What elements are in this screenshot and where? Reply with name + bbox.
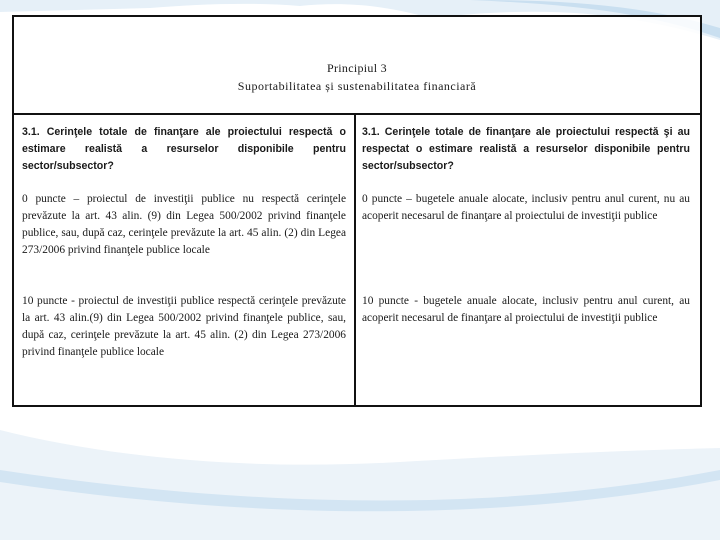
score-0-right: 0 puncte – bugetele anuale alocate, inclusiv pentru anul curent, nu au acoperit necesarul de finanţare al proiectului de investiţii publice: [362, 193, 690, 222]
score-10-right: 10 puncte - bugetele anuale alocate, inclusiv pentru anul curent, au acoperit necesarul de finanţare al proiectului de investiţii publice: [362, 295, 690, 324]
question-right: 3.1. Cerinţele totale de finanţare ale proiectului respectă şi au respectat o estimare realistă a resurselor disponibile pentru sector/subsector?: [362, 126, 690, 172]
criteria-table: [12, 15, 702, 407]
score-0-left: 0 puncte – proiectul de investiţii publice nu respectă cerinţele prevăzute la art. 43 alin. (9) din Legea 500/2002 privind finanţele publice, sau, după caz, cerinţele prevăzute la art. 45 alin. (2) din Legea 273/2006 privind finanţele publice locale: [22, 193, 346, 256]
principle-title: Principiul 3: [327, 61, 387, 75]
column-divider: [354, 115, 356, 405]
score-10-left: 10 puncte - proiectul de investiţii publice respectă cerinţele prevăzute la art. 43 alin.(9) din Legea 500/2002 privind finanţele publice, sau, după caz, cerinţele prevăzute la art. 45 alin. (2) din Legea 273/2006 privind finanţele publice locale: [22, 295, 346, 358]
question-left: 3.1. Cerinţele totale de finanţare ale proiectului respectă o estimare realistă a resurselor disponibile pentru sector/subsector?: [22, 126, 346, 172]
table-header: [14, 17, 700, 115]
principle-subtitle: Suportabilitatea și sustenabilitatea financiară: [237, 79, 477, 93]
